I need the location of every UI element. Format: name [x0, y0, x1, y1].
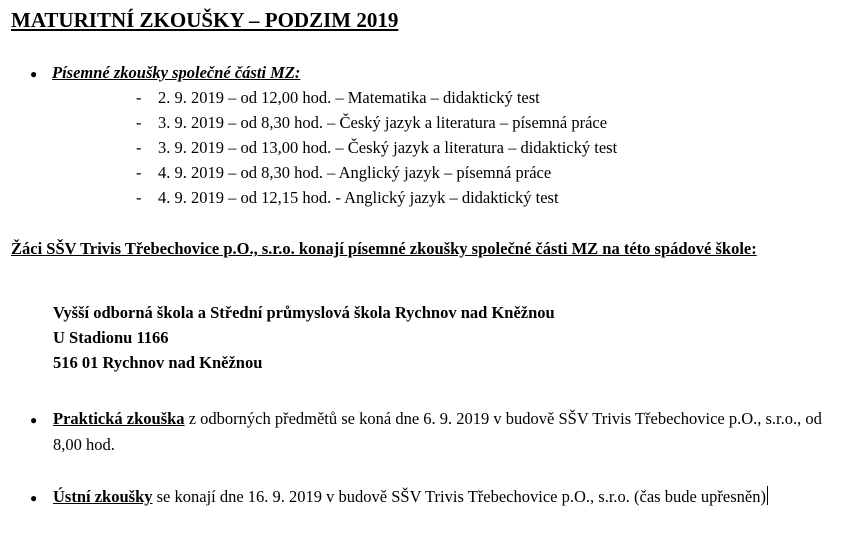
written-exams-heading-row [52, 61, 300, 85]
written-exams-heading: Písemné zkoušky společné části MZ: [52, 63, 301, 82]
address-line-street: U Stadionu 1166 [53, 328, 169, 347]
dash-marker: - [136, 88, 142, 107]
exam-item-text: 2. 9. 2019 – od 12,00 hod. – Matematika – didaktický test [158, 88, 540, 107]
school-address [53, 300, 555, 375]
address-line-city: 516 01 Rychnov nad Kněžnou [53, 353, 263, 372]
oral-exam-text: se konají dne 16. 9. 2019 v budově SŠV Trivis Třebechovice p.O., s.r.o. (čas bude upřesněn) [152, 487, 766, 506]
dash-marker: - [136, 163, 142, 182]
exam-item-text: 4. 9. 2019 – od 12,15 hod. - Anglický jazyk – didaktický test [158, 188, 559, 207]
exam-item-text: 3. 9. 2019 – od 8,30 hod. – Český jazyk a literatura – písemná práce [158, 113, 608, 132]
bullet-icon: ● [30, 67, 38, 81]
bullet-icon: ● [30, 413, 38, 427]
practical-exam-text: z odborných předmětů se koná dne 6. 9. 2019 v budově SŠV Trivis Třebechovice p.O., s.r.o., od 8,00 hod. [53, 409, 822, 454]
oral-exam-label: Ústní zkoušky [53, 487, 153, 506]
list-item [136, 160, 617, 185]
exam-item-text: 3. 9. 2019 – od 13,00 hod. – Český jazyk a literatura – didaktický test [158, 138, 618, 157]
list-item [136, 85, 617, 110]
exam-location-notice: Žáci SŠV Trivis Třebechovice p.O., s.r.o. konají písemné zkoušky společné části MZ na této spádové škole: [11, 239, 757, 258]
bullet-icon: ● [30, 491, 38, 505]
practical-exam-paragraph [53, 406, 843, 458]
exam-item-text: 4. 9. 2019 – od 8,30 hod. – Anglický jazyk – písemná práce [158, 163, 552, 182]
practical-exam-label: Praktická zkouška [53, 409, 185, 428]
oral-exam-paragraph[interactable] [53, 484, 843, 510]
dash-marker: - [136, 138, 142, 157]
address-line-school: Vyšší odborná škola a Střední průmyslová škola Rychnov nad Kněžnou [53, 303, 555, 322]
list-item [136, 110, 617, 135]
page-title: MATURITNÍ ZKOUŠKY – PODZIM 2019 [11, 8, 399, 32]
dash-marker: - [136, 113, 142, 132]
list-item [136, 185, 617, 210]
written-exams-list [136, 85, 617, 210]
list-item [136, 135, 617, 160]
text-cursor [767, 486, 768, 505]
dash-marker: - [136, 188, 142, 207]
